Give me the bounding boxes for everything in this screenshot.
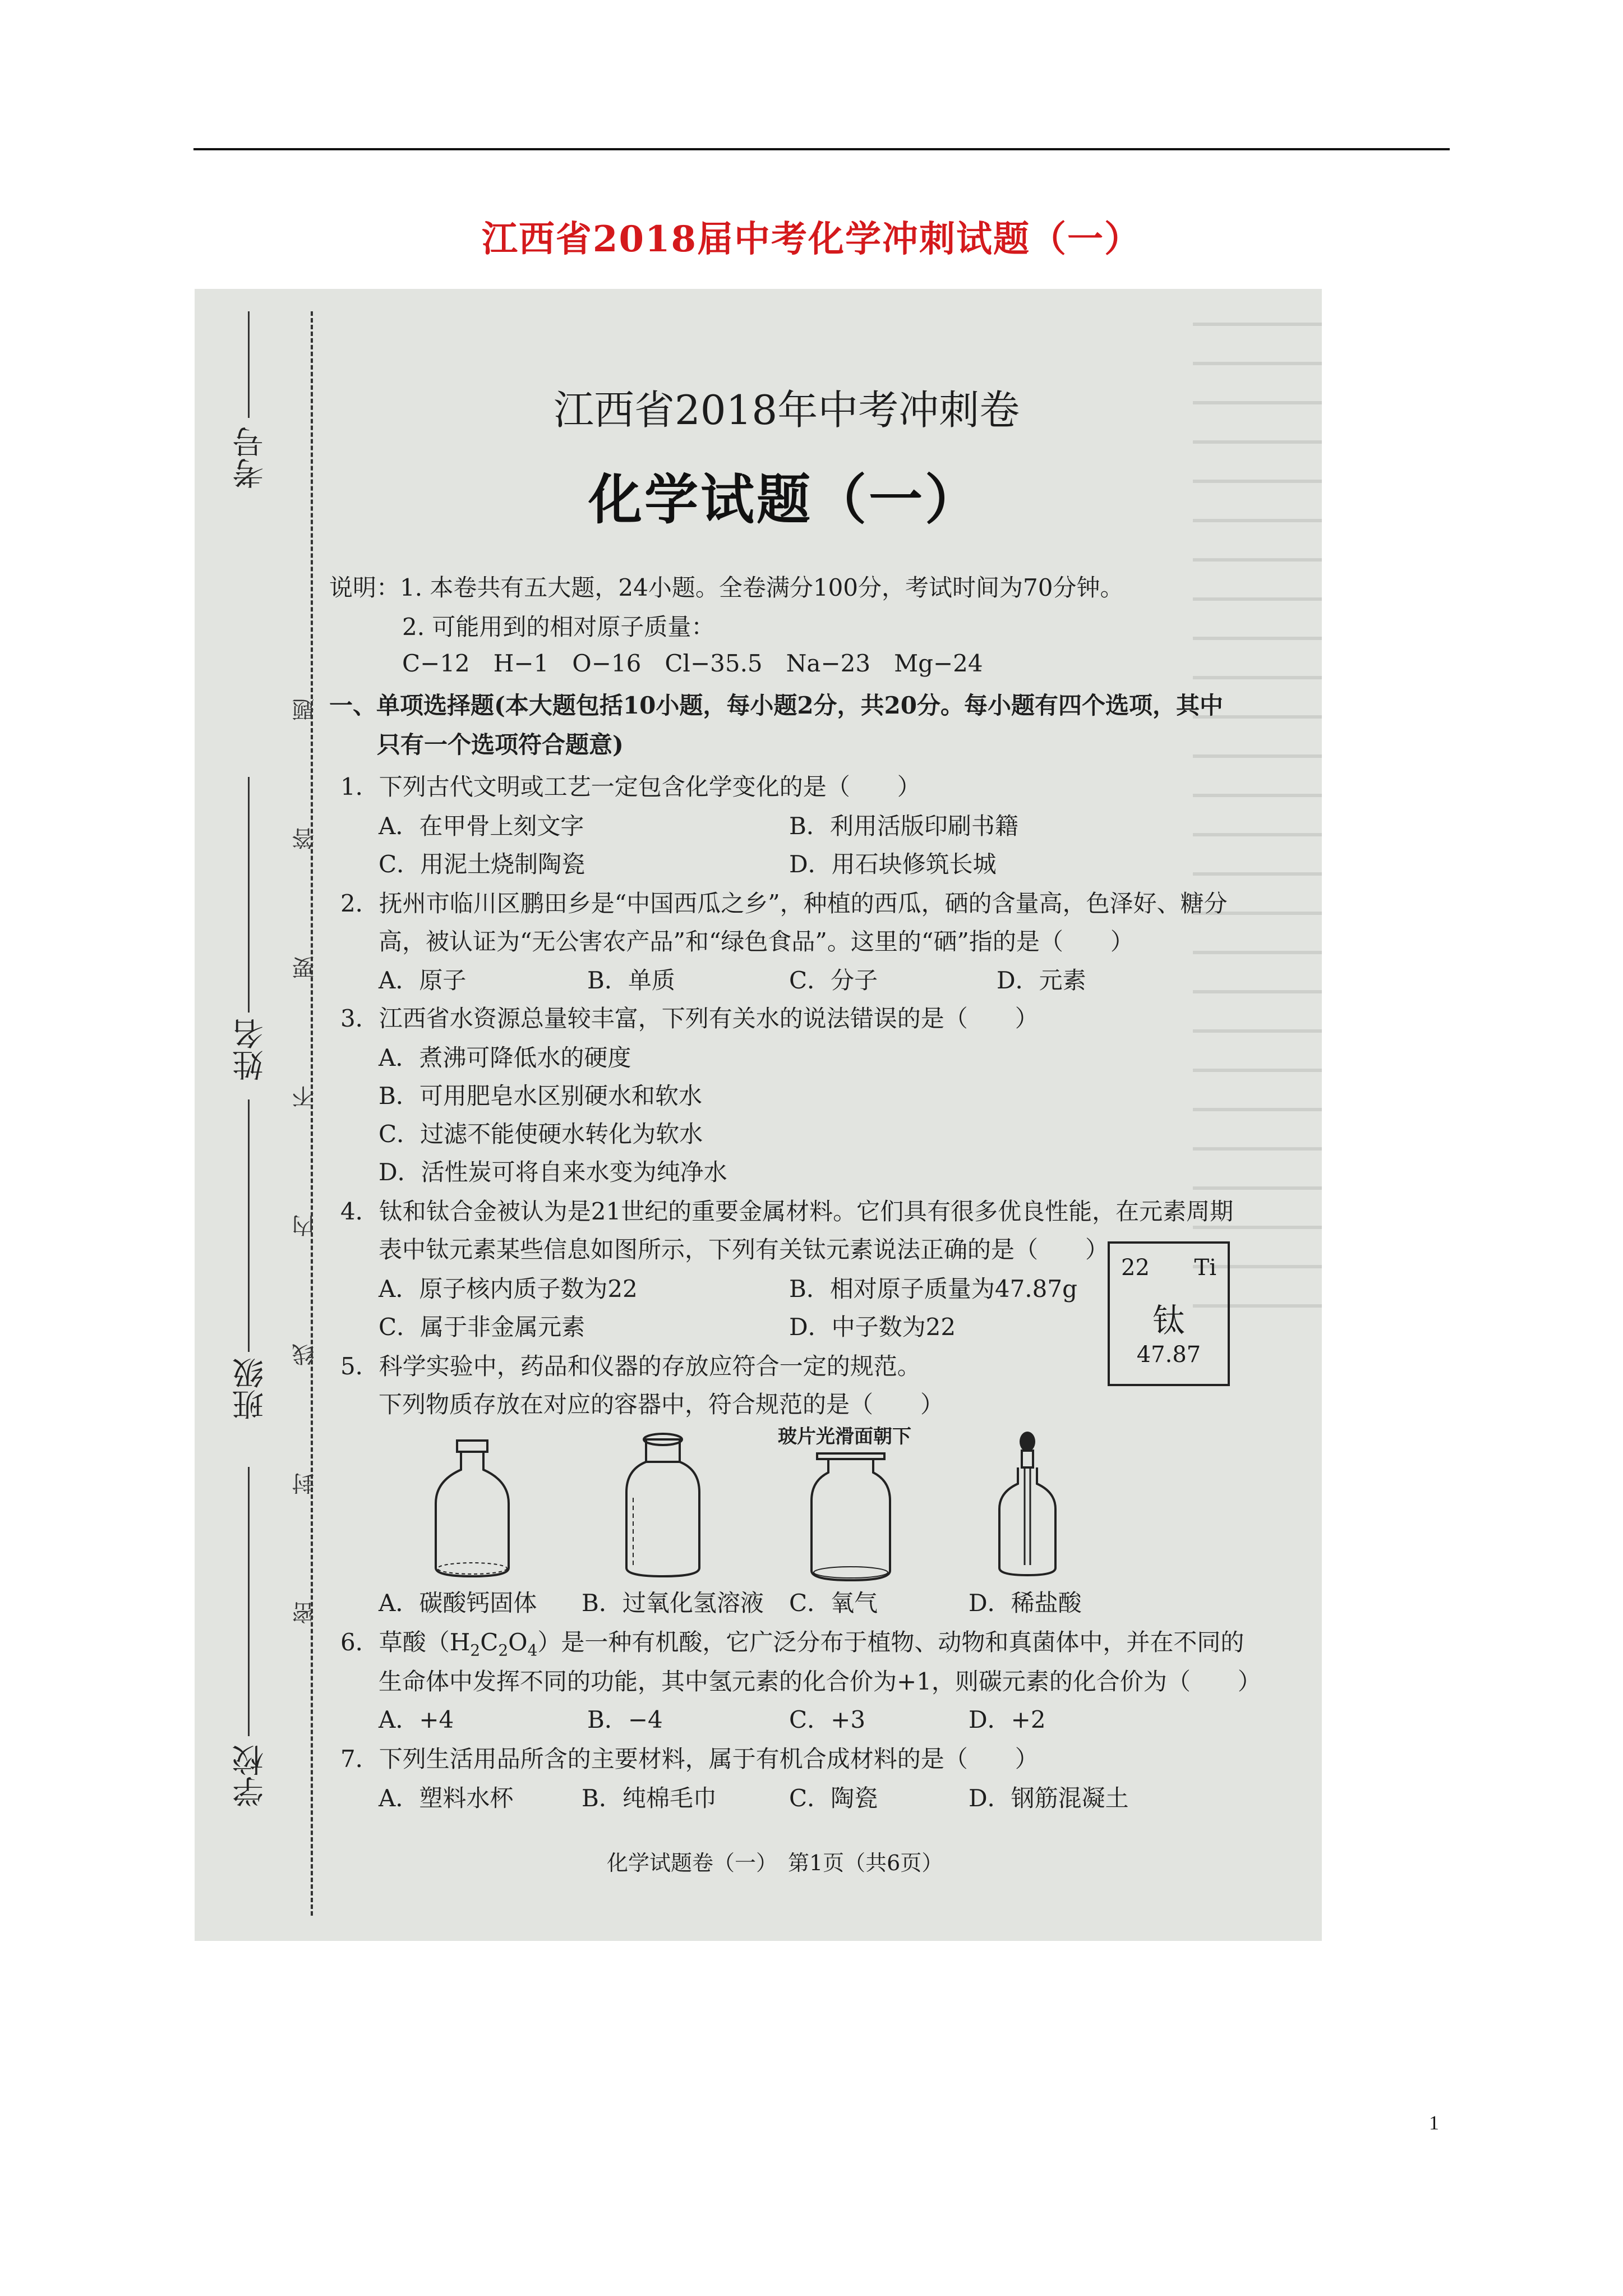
exam-title: 化学试题（一） bbox=[588, 468, 981, 531]
option: D．元素 bbox=[997, 967, 1086, 994]
option: C．陶瓷 bbox=[789, 1784, 878, 1812]
notice-char: 题 bbox=[292, 698, 318, 721]
name-line bbox=[248, 777, 250, 1013]
notice-char: 不 bbox=[292, 1085, 318, 1108]
atomic-mass: 47.87 bbox=[1136, 1342, 1201, 1368]
option: D．稀盐酸 bbox=[969, 1589, 1082, 1617]
question-stem: 7．下列生活用品所含的主要材料，属于有机合成材料的是（ ） bbox=[340, 1745, 1039, 1773]
option: D．用石块修筑长城 bbox=[789, 850, 997, 878]
section-heading: 一、单项选择题(本大题包括10小题，每小题2分，共20分。每小题有四个选项，其中 bbox=[329, 692, 1223, 719]
option: A．碳酸钙固体 bbox=[379, 1589, 537, 1617]
option: C．分子 bbox=[789, 967, 878, 994]
exam-number-line bbox=[248, 311, 250, 418]
label-school: 学校 bbox=[232, 1745, 269, 1807]
option: A．原子 bbox=[379, 967, 467, 994]
notice-char: 答 bbox=[292, 827, 318, 850]
notice-char: 密 bbox=[292, 1602, 318, 1624]
question-stem: 表中钛元素某些信息如图所示，下列有关钛元素说法正确的是（ ） bbox=[379, 1236, 1109, 1263]
notice-char: 内 bbox=[292, 1214, 318, 1237]
option: C．过滤不能使硬水转化为软水 bbox=[379, 1120, 703, 1148]
option: A．煮沸可降低水的硬度 bbox=[379, 1044, 631, 1071]
option: D．活性炭可将自来水变为纯净水 bbox=[379, 1158, 727, 1186]
option: B．可用肥皂水区别硬水和软水 bbox=[379, 1082, 702, 1110]
wide-mouth-bottle-icon bbox=[430, 1436, 514, 1582]
label-class: 班级 bbox=[232, 1358, 269, 1420]
option: D．+2 bbox=[969, 1706, 1046, 1733]
question-stem: 3．江西省水资源总量较丰富，下列有关水的说法错误的是（ ） bbox=[340, 1005, 1039, 1032]
atomic-masses: C−12 H−1 O−16 Cl−35.5 Na−23 Mg−24 bbox=[402, 650, 983, 677]
bleed-through-text bbox=[1193, 323, 1322, 1332]
instructions-line: 2. 可能用到的相对原子质量： bbox=[402, 613, 715, 641]
option: B．过氧化氢溶液 bbox=[582, 1589, 764, 1617]
binding-strip bbox=[195, 289, 324, 1941]
option: D．中子数为22 bbox=[789, 1313, 956, 1341]
option: C．+3 bbox=[789, 1706, 866, 1733]
section-heading: 只有一个选项符合题意) bbox=[377, 731, 624, 758]
notice-char: 封 bbox=[292, 1473, 318, 1495]
exam-subtitle: 江西省2018年中考冲刺卷 bbox=[554, 386, 1020, 434]
school-line bbox=[248, 1467, 250, 1736]
option: B．纯棉毛巾 bbox=[582, 1784, 717, 1812]
question-stem: 6．草酸$(H_2C_2O_4)$是一种有机酸，它广泛分布于植物、动物和真菌体中，并在不同的 bbox=[340, 1628, 1244, 1660]
exam-page-footer: 化学试题卷（一） 第1页（共6页） bbox=[607, 1851, 943, 1875]
option: A．在甲骨上刻文字 bbox=[379, 812, 584, 840]
question-stem: 2．抚州市临川区鹏田乡是“中国西瓜之乡”，种植的西瓜，硒的含量高，色泽好、糖分 bbox=[340, 890, 1228, 917]
option: B．利用活版印刷书籍 bbox=[789, 812, 1018, 840]
gas-jar-icon bbox=[806, 1450, 896, 1585]
question-stem: 1．下列古代文明或工艺一定包含化学变化的是（ ） bbox=[340, 773, 921, 800]
option: A．塑料水杯 bbox=[379, 1784, 514, 1812]
narrow-mouth-bottle-icon bbox=[621, 1430, 705, 1582]
option: B．单质 bbox=[587, 967, 675, 994]
option: C．氧气 bbox=[789, 1589, 878, 1617]
atomic-number: 22 bbox=[1121, 1255, 1150, 1281]
class-line bbox=[248, 1099, 250, 1352]
label-exam-number: 考号 bbox=[232, 426, 269, 489]
element-symbol: Ti bbox=[1194, 1255, 1216, 1281]
question-stem: 高，被认证为“无公害农产品”和“绿色食品”。这里的“硒”指的是（ ） bbox=[379, 928, 1134, 955]
element-name: 钛 bbox=[1152, 1301, 1185, 1340]
question-stem: 下列物质存放在对应的容器中，符合规范的是（ ） bbox=[379, 1391, 944, 1418]
notice-char: 要 bbox=[292, 956, 318, 979]
option: C．用泥土烧制陶瓷 bbox=[379, 850, 585, 878]
dropper-bottle-icon bbox=[991, 1430, 1064, 1582]
cut-line bbox=[311, 311, 313, 1916]
option: B．−4 bbox=[587, 1706, 663, 1733]
instructions-line: 说明：1. 本卷共有五大题，24小题。全卷满分100分，考试时间为70分钟。 bbox=[329, 574, 1124, 601]
option: D．钢筋混凝土 bbox=[969, 1784, 1129, 1812]
question-stem: 5．科学实验中，药品和仪器的存放应符合一定的规范。 bbox=[340, 1352, 921, 1380]
periodic-table-cell bbox=[1108, 1241, 1230, 1386]
document-title: 江西省2018届中考化学冲刺试题（一） bbox=[481, 218, 1142, 260]
header-rule bbox=[193, 148, 1450, 150]
bottle-caption: 玻片光滑面朝下 bbox=[778, 1425, 911, 1448]
option: B．相对原子质量为47.87g bbox=[789, 1275, 1077, 1303]
notice-char: 线 bbox=[292, 1343, 318, 1366]
option: C．属于非金属元素 bbox=[379, 1313, 585, 1341]
question-stem: 生命体中发挥不同的功能，其中氢元素的化合价为+1，则碳元素的化合价为（ ） bbox=[379, 1668, 1261, 1695]
scanned-exam-page bbox=[195, 289, 1322, 1941]
question-stem: 4．钛和钛合金被认为是21世纪的重要金属材料。它们具有很多优良性能，在元素周期 bbox=[340, 1198, 1234, 1225]
option: A．+4 bbox=[379, 1706, 454, 1733]
option: A．原子核内质子数为22 bbox=[379, 1275, 638, 1303]
page-number: 1 bbox=[1429, 2111, 1439, 2134]
label-name: 姓名 bbox=[232, 1018, 269, 1081]
